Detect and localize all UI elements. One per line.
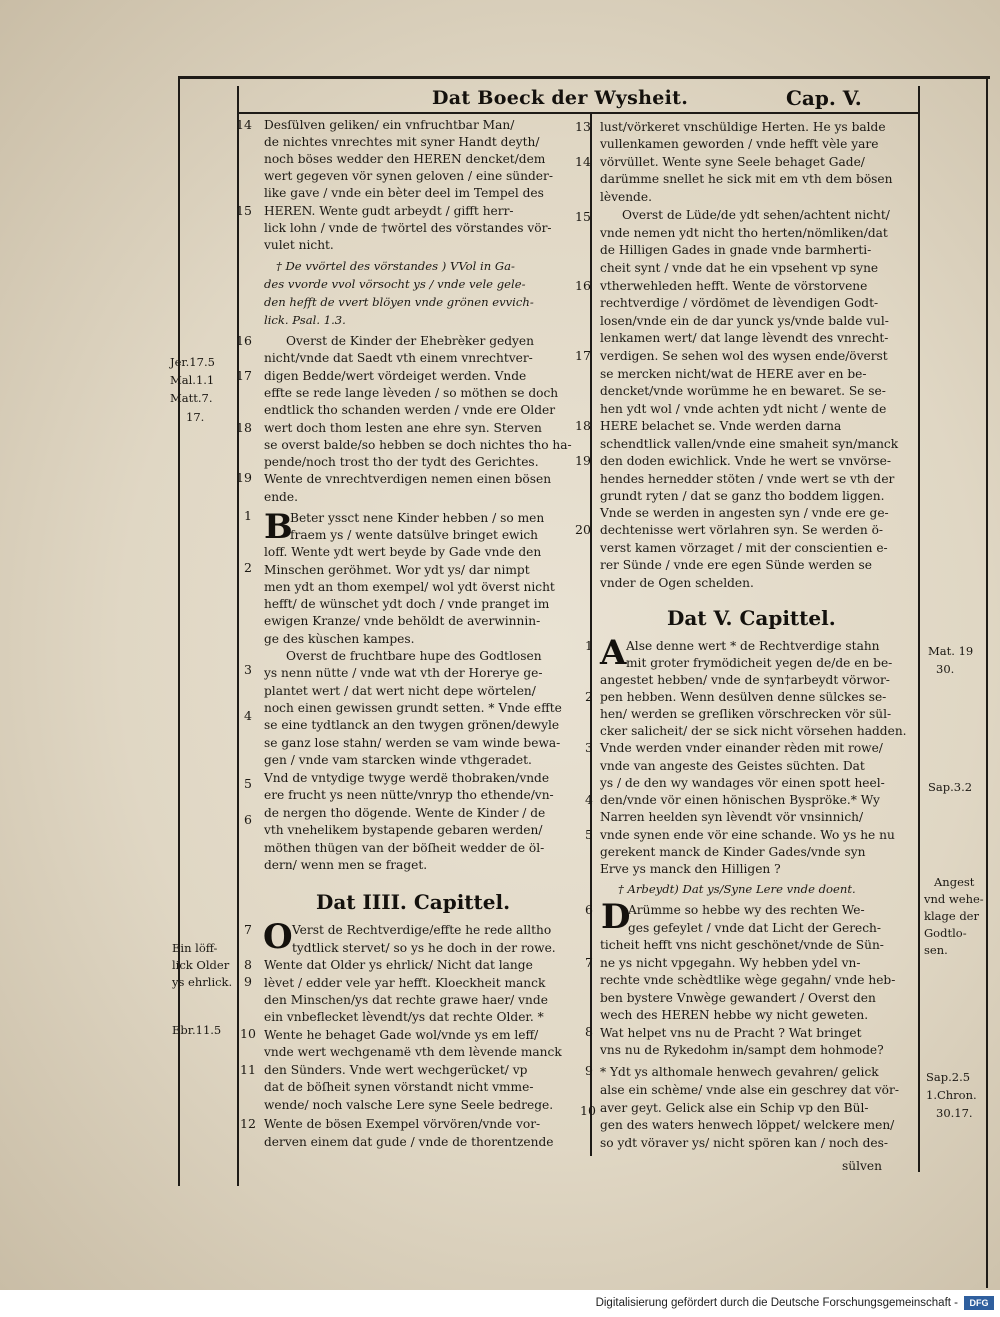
verse-number: 2 xyxy=(585,689,593,704)
text-line: wech des HEREN hebbe wy nicht geweten. xyxy=(600,1008,869,1022)
text-line: schendtlick vallen/vnde eine smaheit syn/manck xyxy=(600,437,899,451)
margin-note: Matt.7. xyxy=(170,391,213,405)
text-line: vnde synen ende vör eine schande. Wo ys he nu xyxy=(600,828,895,842)
verse-number: 17 xyxy=(575,348,591,363)
text-line: plantet wert / dat wert nicht depe wörtelen/ xyxy=(264,684,536,698)
text-line: hefft/ de wünschet ydt doch / vnde pranget im xyxy=(264,597,550,611)
text-line: Arümme so hebbe wy des rechten We- xyxy=(628,903,865,917)
text-line: endtlick tho schanden werden / vnde ere Older xyxy=(264,403,556,417)
drop-capital: O xyxy=(263,917,293,957)
gloss-line: † De vvörtel des vörstandes ) VVol in Ga- xyxy=(276,259,515,273)
left-outer-rule xyxy=(178,76,180,1186)
text-line: Vnd de vntydige twyge werdë thobraken/vnde xyxy=(264,771,550,785)
verse-number: 20 xyxy=(575,522,591,537)
text-line: Overst de fruchtbare hupe des Godtlosen xyxy=(286,649,542,663)
text-line: HEREN. Wente gudt arbeydt / gifft herr- xyxy=(264,204,514,218)
margin-note: 30. xyxy=(936,662,955,676)
text-line: wende/ noch valsche Lere syne Seele bedrege. xyxy=(264,1098,554,1112)
text-line: rer Sünde / vnde ere egen Sünde werden se xyxy=(600,558,872,572)
text-line: gen des waters henwech löppet/ welckere men/ xyxy=(600,1118,895,1132)
text-line: verst kamen vörzaget / mit der conscientien e- xyxy=(600,541,888,555)
text-line: den doden ewichlick. Vnde he wert se vnvörse- xyxy=(600,454,892,468)
text-line: noch einen gewissen grundt setten. * Vnde effte xyxy=(264,701,562,715)
text-line: ein vnbeflecket lèvendt/ys dat rechte Older. * xyxy=(264,1010,544,1024)
text-line: men ydt an thom exempel/ wol ydt överst nicht xyxy=(264,580,555,594)
drop-capital: D xyxy=(601,897,631,937)
verse-number: 7 xyxy=(585,955,593,970)
text-line: Wente de bösen Exempel vörvören/vnde vor- xyxy=(264,1117,541,1131)
text-line: wert gegeven vör synen geloven / eine sünder- xyxy=(264,169,553,183)
text-line: wert doch thom lesten ane ehre syn. Sterven xyxy=(264,421,542,435)
text-line: fraem ys / wente datsülve bringet ewich xyxy=(290,528,539,542)
text-line: like gave / vnde ein bèter deel im Tempel des xyxy=(264,186,544,200)
text-line: se ganz lose stahn/ werden se vam winde bewa- xyxy=(264,736,561,750)
margin-note: Jer.17.5 xyxy=(170,355,215,369)
text-line: vtherwehleden hefft. Wente de vörstorvene xyxy=(600,279,868,293)
text-line: effte se rede lange lèveden / so möthen se doch xyxy=(264,386,559,400)
text-line: vth vnehelikem bystapende gebaren werden/ xyxy=(264,823,543,837)
text-line: Vnde werden vnder einander rèden mit rowe/ xyxy=(600,741,883,755)
text-line: ys nenn nütte / vnde wat vth der Horerye ge- xyxy=(264,666,543,680)
center-rule xyxy=(590,114,592,1156)
verse-number: 9 xyxy=(585,1063,593,1078)
text-line: Beter yssct nene Kinder hebben / so men xyxy=(290,511,545,525)
chapter-heading: Dat V. Capittel. xyxy=(667,606,836,630)
text-line: vnde nemen ydt nicht tho herten/nömliken/dat xyxy=(600,226,888,240)
text-line: vnde wert wechgenamë vth dem lèvende manck xyxy=(264,1045,562,1059)
text-line: Wat helpet vns nu de Pracht ? Wat bringet xyxy=(600,1026,862,1040)
text-line: verdigen. Se sehen wol des wysen ende/överst xyxy=(600,349,888,363)
verse-number: 6 xyxy=(585,902,593,917)
margin-note: 1.Chron. xyxy=(926,1088,977,1102)
margin-note: 30.17. xyxy=(936,1106,973,1120)
text-line: aver geyt. Gelick alse ein Schip vp den Bül- xyxy=(600,1101,869,1115)
verse-number: 8 xyxy=(244,957,252,972)
gloss-line: lick. Psal. 1.3. xyxy=(264,313,346,327)
text-line: rechtverdige / vördömet de lèvendigen Godt- xyxy=(600,296,879,310)
dfg-logo-icon: DFG xyxy=(964,1296,994,1310)
text-line: vns nu de Rykedohm in/sampt dem hohmode? xyxy=(600,1043,884,1057)
text-line: Overst de Lüde/de ydt sehen/achtent nicht/ xyxy=(622,208,890,222)
margin-note: ys ehrlick. xyxy=(172,975,233,989)
text-line: alse ein schème/ vnde alse ein geschrey dat vör- xyxy=(600,1083,899,1097)
verse-number: 5 xyxy=(585,827,593,842)
text-line: cheit synt / vnde dat he ein vpsehent vp syne xyxy=(600,261,879,275)
margin-note: Mal.1.1 xyxy=(170,373,215,387)
margin-note: sen. xyxy=(924,943,948,957)
verse-number: 11 xyxy=(240,1062,256,1077)
text-line: ne ys nicht vpgegahn. Wy hebben ydel vn- xyxy=(600,956,861,970)
right-outer-rule xyxy=(986,78,988,1288)
text-line: cker salicheit/ der se sick nicht vörsehen hadden. xyxy=(600,724,907,738)
drop-capital: B xyxy=(264,507,293,547)
header-rule xyxy=(238,112,920,114)
gloss-line: des vvorde vvol vörsocht ys / vnde vele gele- xyxy=(264,277,526,291)
text-line: dechtenisse wert vörlahren syn. Se werden ö- xyxy=(600,523,884,537)
right-inner-rule xyxy=(918,86,920,1172)
text-line: Overst de Kinder der Ehebrèker gedyen xyxy=(286,334,534,348)
text-line: ere frucht ys neen nütte/vnryp tho ethende/vn- xyxy=(264,788,554,802)
verse-number: 17 xyxy=(236,368,252,383)
verse-number: 14 xyxy=(575,154,591,169)
text-line: Wente he behaget Gade wol/vnde ys em leff/ xyxy=(264,1028,539,1042)
chapter-heading: Dat IIII. Capittel. xyxy=(316,890,511,914)
text-line: ewigen Kranze/ vnde behöldt de averwinnin- xyxy=(264,614,541,628)
margin-note: vnd wehe- xyxy=(924,892,984,906)
verse-number: 16 xyxy=(575,278,591,293)
text-line: lenkamen wert/ dat lange lèvendt des vnrecht- xyxy=(600,331,889,345)
text-line: dern/ wenn men se fraget. xyxy=(264,858,428,872)
footer-credit: Digitalisierung gefördert durch die Deutsche Forschungsgemeinschaft - xyxy=(595,1297,958,1309)
catchword: sülven xyxy=(842,1159,882,1173)
verse-number: 10 xyxy=(240,1026,256,1041)
text-line: de Hilligen Gades in gnade vnde barmherti- xyxy=(600,243,872,257)
text-line: vulet nicht. xyxy=(264,238,334,252)
margin-note: lick Older xyxy=(172,958,230,972)
verse-number: 2 xyxy=(244,560,252,575)
text-line: angestet hebben/ vnde de syn†arbeydt vörwor- xyxy=(600,673,890,687)
text-line: Verst de Rechtverdige/effte he rede alltho xyxy=(292,923,552,937)
gloss-line: † Arbeydt) Dat ys/Syne Lere vnde doent. xyxy=(618,882,856,896)
text-line: se mercken nicht/wat de HERE aver en be- xyxy=(600,367,867,381)
text-line: lèvende. xyxy=(600,190,652,204)
text-line: Wente de vnrechtverdigen nemen einen bösen xyxy=(264,472,552,486)
top-rule xyxy=(178,76,990,79)
gloss-line: den hefft de vvert blöyen vnde grönen evvich- xyxy=(264,295,534,309)
text-line: pen hebben. Wenn desülven denne sülckes se- xyxy=(600,690,887,704)
text-line: vnder de Ogen schelden. xyxy=(600,576,754,590)
verse-number: 1 xyxy=(585,638,593,653)
text-line: noch böses wedder den HEREN dencket/dem xyxy=(264,152,546,166)
text-line: digen Bedde/wert vördeiget werden. Vnde xyxy=(264,369,527,383)
left-inner-rule xyxy=(237,86,239,1186)
verse-number: 12 xyxy=(240,1116,256,1131)
text-line: de nichtes vnrechtes mit syner Handt deyth/ xyxy=(264,135,540,149)
verse-number: 1 xyxy=(244,508,252,523)
verse-number: 4 xyxy=(244,708,252,723)
running-title: Dat Boeck der Wysheit. xyxy=(432,87,689,109)
text-line: Erve ys manck den Hilligen ? xyxy=(600,862,781,876)
text-line: grundt ryten / dat se ganz tho boddem liggen. xyxy=(600,489,885,503)
verse-number: 14 xyxy=(236,117,252,132)
text-line: de nergen tho dögende. Wente de Kinder / de xyxy=(264,806,546,820)
footer-bar xyxy=(0,1290,1000,1317)
text-line: Minschen geröhmet. Wor ydt ys/ dar nimpt xyxy=(264,563,530,577)
verse-number: 3 xyxy=(585,740,593,755)
margin-note: Ein löff- xyxy=(172,941,218,955)
text-line: ende. xyxy=(264,490,298,504)
margin-note: klage der xyxy=(924,909,979,923)
verse-number: 9 xyxy=(244,974,252,989)
verse-number: 15 xyxy=(575,209,591,224)
text-line: vullenkamen geworden / vnde hefft vèle yare xyxy=(600,137,879,151)
margin-note: 17. xyxy=(186,410,205,424)
drop-capital: A xyxy=(600,633,627,673)
text-line: Wente dat Older ys ehrlick/ Nicht dat lange xyxy=(264,958,533,972)
verse-number: 5 xyxy=(244,776,252,791)
text-line: ge des kùschen kampes. xyxy=(264,632,415,646)
text-line: rechte vnde schèdtlike wège gegahn/ vnde heb- xyxy=(600,973,896,987)
margin-note: Mat. 19 xyxy=(928,644,974,658)
text-line: den Minschen/ys dat rechte grawe haer/ vnde xyxy=(264,993,548,1007)
verse-number: 7 xyxy=(244,922,252,937)
text-line: derven einem dat gude / vnde de thorentzende xyxy=(264,1135,554,1149)
text-line: lust/vörkeret vnschüldige Herten. He ys balde xyxy=(600,120,886,134)
text-line: ges gefeylet / vnde dat Licht der Gerech- xyxy=(628,921,882,935)
verse-number: 15 xyxy=(236,203,252,218)
verse-number: 3 xyxy=(244,662,252,677)
text-line: mit groter frymödicheit yegen de/de en be- xyxy=(626,656,893,670)
verse-number: 13 xyxy=(575,119,591,134)
text-line: loff. Wente ydt wert beyde by Gade vnde den xyxy=(264,545,542,559)
text-line: lèvet / edder vele yar hefft. Kloeckheit manck xyxy=(264,976,546,990)
text-line: den Sünders. Vnde wert wechgerücket/ vp xyxy=(264,1063,528,1077)
text-line: hendes hernedder stöten / vnde wert se vth der xyxy=(600,472,895,486)
margin-note: Godtlo- xyxy=(924,926,967,940)
verse-number: 19 xyxy=(575,453,591,468)
text-line: gen / vnde vam starcken winde vthgeradet. xyxy=(264,753,532,767)
verse-number: 8 xyxy=(585,1024,593,1039)
text-line: se overst balde/so hebben se doch nichtes tho ha- xyxy=(264,438,572,452)
verse-number: 19 xyxy=(236,470,252,485)
text-line: Vnde se werden in angesten syn / vnde ere ge- xyxy=(600,506,889,520)
text-line: hen ydt wol / vnde achten ydt nicht / wente de xyxy=(600,402,887,416)
running-chapter: Cap. V. xyxy=(786,86,862,110)
text-line: ticheit hefft vns nicht geschönet/vnde de Sün- xyxy=(600,938,884,952)
text-line: se eine tydtlanck an den twygen grönen/dewyle xyxy=(264,718,560,732)
text-line: hen/ werden se greſliken vörschrecken vör sül- xyxy=(600,707,892,721)
text-line: Narren heelden syn lèvendt vör vnsinnich/ xyxy=(600,810,864,824)
verse-number: 16 xyxy=(236,333,252,348)
margin-note: Sap.2.5 xyxy=(926,1070,971,1084)
text-line: losen/vnde ein de dar yunck ys/vnde balde vul- xyxy=(600,314,889,328)
text-line: gerekent manck de Kinder Gades/vnde syn xyxy=(600,845,866,859)
text-line: dencket/vnde worümme he en bewaret. Se se- xyxy=(600,384,886,398)
verse-number: 4 xyxy=(585,792,593,807)
margin-note: Angest xyxy=(934,875,975,889)
margin-note: Ebr.11.5 xyxy=(172,1023,222,1037)
text-line: vnde van angeste des Geistes süchten. Dat xyxy=(600,759,865,773)
text-line: Alse denne wert * de Rechtverdige stahn xyxy=(626,639,880,653)
verse-number: 10 xyxy=(580,1103,596,1118)
text-line: Desſülven geliken/ ein vnfruchtbar Man/ xyxy=(264,118,515,132)
text-line: lick lohn / vnde de †wörtel des vörstandes vör- xyxy=(264,221,552,235)
text-line: * Ydt ys althomale henwech gevahren/ gelick xyxy=(600,1065,879,1079)
text-line: nicht/vnde dat Saedt vth einem vnrechtver- xyxy=(264,351,533,365)
text-line: pende/noch trost tho der tydt des Gerichtes. xyxy=(264,455,539,469)
text-line: so ydt vöraver ys/ nicht spören kan / noch des- xyxy=(600,1136,888,1150)
verse-number: 18 xyxy=(236,420,252,435)
text-line: HERE belachet se. Vnde werden darna xyxy=(600,419,842,433)
text-line: möthen thügen van der böſheit wedder de öl- xyxy=(264,841,545,855)
verse-number: 18 xyxy=(575,418,591,433)
text-line: ys / de den wy wandages vör einen spott heel- xyxy=(600,776,885,790)
text-line: den/vnde vör einen hönischen Byspröke.* Wy xyxy=(600,793,880,807)
text-line: darümme snellet he sick mit em vth dem bösen xyxy=(600,172,893,186)
text-line: tydtlick stervet/ so ys he doch in der rowe. xyxy=(292,941,556,955)
text-line: vörvüllet. Wente syne Seele behaget Gade/ xyxy=(600,155,865,169)
margin-note: Sap.3.2 xyxy=(928,780,973,794)
text-line: ben bystere Vnwège gewandert / Overst den xyxy=(600,991,876,1005)
verse-number: 6 xyxy=(244,812,252,827)
text-line: dat de böſheit synen vörstandt nicht vmme- xyxy=(264,1080,534,1094)
